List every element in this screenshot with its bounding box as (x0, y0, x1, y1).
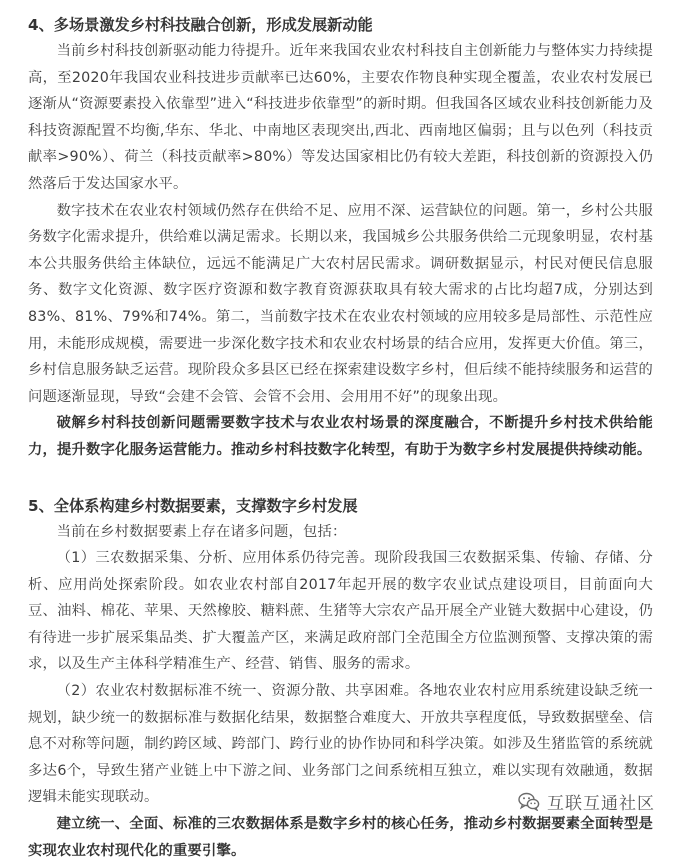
section-4-conclusion: 破解乡村科技创新问题需要数字技术与农业农村场景的深度融合，不断提升乡村技术供给能力，提升数字化服务运营能力。推动乡村科技数字化转型，有助于为数字乡村发展提供持续动能。 (28, 415, 653, 458)
section-4-heading: 4、多场景激发乡村科技融合创新，形成发展新动能 (28, 16, 373, 34)
watermark (518, 789, 655, 814)
section-5-item-2: （2）农业农村数据标准不统一、资源分散、共享困难。各地农业农村应用系统建设缺乏统一规划，缺少统一的数据标准与数据化结果，数据整合难度大、开放共享程度低，导致数据壁垒、信息不对称等问题，制约跨区域、跨部门、跨行业的协作协同和科学决策。如涉及生猪监管的系统就多达6个，导致生猪产业链上中下游之间、业务部门之间系统相互独立，难以实现有效融通，数据逻辑未能实现联动。 (28, 683, 653, 806)
section-5-item-1: （1）三农数据采集、分析、应用体系仍待完善。现阶段我国三农数据采集、传输、存储、分析、应用尚处探索阶段。如农业农村部自2017年起开展的数字农业试点建设项目，目前面向大豆、油料、棉花、苹果、天然橡胶、糖料蔗、生猪等大宗农产品开展全产业链大数据中心建设，仍有待进一步扩展采集品类、扩大覆盖产区，来满足政府部门全范围全方位监测预警、支撑决策的需求，以及生产主体科学精准生产、经营、销售、服务的需求。 (28, 550, 653, 673)
section-5-conclusion: 建立统一、全面、标准的三农数据体系是数字乡村的核心任务，推动乡村数据要素全面转型是实现农业农村现代化的重要引擎。 (28, 816, 653, 859)
article-body (28, 12, 653, 864)
section-spacer (28, 464, 653, 493)
section-5-heading: 5、全体系构建乡村数据要素，支撑数字乡村发展 (28, 496, 358, 515)
watermark-text: 互联互通社区 (547, 794, 655, 814)
wechat-icon (518, 792, 540, 811)
section-4-paragraph-1: 当前乡村科技创新驱动能力待提升。近年来我国农业农村科技自主创新能力与整体实力持续提高，至2020年我国农业科技进步贡献率已达60%，主要农作物良种实现全覆盖，农业农村发展已逐渐从“资源要素投入依靠型”进入“科技进步依靠型”的新时期。但我国各区域农业科技创新能力及科技资源配置不均衡,华东、华北、中南地区表现突出,西北、西南地区偏弱；且与以色列（科技贡献率>90%）、荷兰（科技贡献率>80%）等发达国家相比仍有较大差距，科技创新的资源投入仍然落后于发达国家水平。 (28, 43, 653, 192)
section-5-intro: 当前在乡村数据要素上存在诸多问题，包括： (56, 523, 347, 540)
section-4-paragraph-2: 数字技术在农业农村领域仍然存在供给不足、应用不深、运营缺位的问题。第一，乡村公共服务数字化需求提升，供给难以满足需求。长期以来，我国城乡公共服务供给二元现象明显，农村基本公共服务供给主体缺位，远远不能满足广大农村居民需求。调研数据显示，村民对便民信息服务、数字文化资源、数字医疗资源和数字教育资源获取具有较大需求的占比均超7成，分别达到83%、81%、79%和74%。第二，当前数字技术在农业农村领域的应用较多是局部性、示范性应用，未能形成规模，需要进一步深化数字技术和农业农村场景的结合应用，发挥更大价值。第三，乡村信息服务缺乏运营。现阶段众多县区已经在探索建设数字乡村，但后续不能持续服务和运营的问题逐渐显现，导致“会建不会管、会管不会用、会用用不好”的现象出现。 (28, 202, 653, 405)
